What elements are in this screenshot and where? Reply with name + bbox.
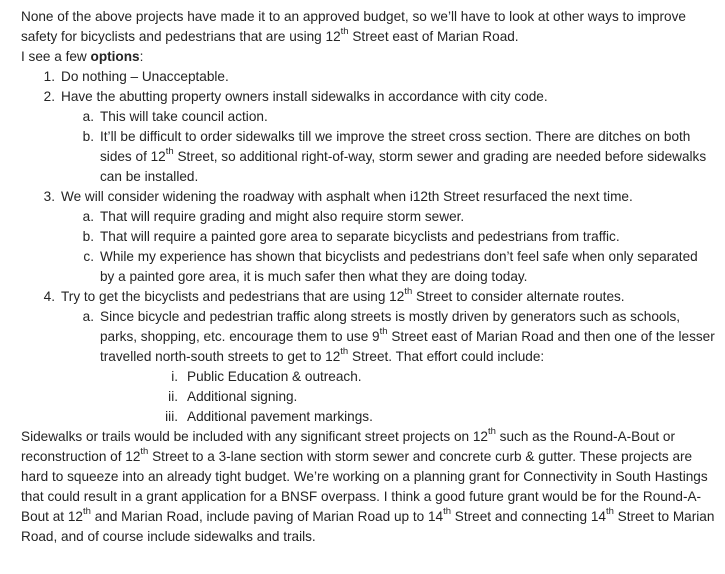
list-marker: b. [82,129,94,144]
option-3c [21,247,715,287]
sub-item-text: Since bicycle and pedestrian traffic along streets is mostly driven by generators such as schools, parks, shopping, etc. encourage them to use 9th Street east of Marian Road and then one of the lesser travelled north-south streets to get to 12th Street. That effort could include: [100,309,715,364]
sub-sub-item-text: Additional signing. [187,389,298,404]
sub-item-text: While my experience has shown that bicyclists and pedestrians don’t feel safe when only separated by a painted gore area, it is much safer then what they are doing today. [100,249,698,284]
list-marker: c. [83,249,94,264]
option-4 [21,287,715,307]
option-1 [21,67,715,87]
option-4a-iii [21,407,715,427]
option-2b [21,127,715,187]
list-marker: b. [82,229,94,244]
list-marker: 2. [43,89,55,104]
option-4a [21,307,715,367]
list-marker: a. [82,109,94,124]
option-2 [21,87,715,107]
option-3 [21,187,715,207]
option-2a [21,107,715,127]
intro-paragraph: None of the above projects have made it to an approved budget, so we’ll have to look at other ways to improve safety for bicyclists and pedestrians that are using 12th Street east of Marian Road. [21,9,686,44]
list-marker: ii. [168,389,178,404]
sub-item-text: That will require a painted gore area to separate bicyclists and pedestrians from traffic. [100,229,620,244]
option-3b [21,227,715,247]
option-text: Try to get the bicyclists and pedestrians that are using 12th Street to consider alternate routes. [61,286,625,304]
sub-item-text: It’ll be difficult to order sidewalks till we improve the street cross section. There are ditches on both sides of 12th Street, so additional right-of-way, storm sewer and grading are needed before sidewalks can be installed. [100,129,707,184]
option-3a [21,207,715,227]
option-text: Have the abutting property owners install sidewalks in accordance with city code. [61,89,548,104]
list-marker: iii. [165,409,178,424]
list-marker: 4. [43,289,55,304]
list-marker: a. [82,309,94,324]
options-list [21,67,715,427]
list-marker: 3. [43,189,55,204]
options-intro: I see a few options: [21,49,144,64]
sub-sub-item-text: Public Education & outreach. [187,369,362,384]
list-marker: i. [171,369,178,384]
option-text: We will consider widening the roadway with asphalt when i12th Street resurfaced the next time. [61,189,633,204]
closing-paragraph: Sidewalks or trails would be included with any significant street projects on 12th such as the Round-A-Bout or reconstruction of 12th Street to a 3-lane section with storm sewer and concrete curb & gutter. These projects are hard to squeeze into an already tight budget. We’re working on a planning grant for Connectivity in South Hastings that could result in a grant application for a BNSF overpass. I think a good future grant would be for the Round-A-Bout at 12th and Marian Road, include paving of Marian Road up to 14th Street and connecting 14th Street to Marian Road, and of course include sidewalks and trails. [21,426,715,544]
list-marker: 1. [43,69,55,84]
options-keyword: options [90,49,140,64]
option-4a-i [21,367,715,387]
option-text: Do nothing – Unacceptable. [61,69,229,84]
option-4a-ii [21,387,715,407]
list-marker: a. [82,209,94,224]
sub-item-text: That will require grading and might also require storm sewer. [100,209,465,224]
sub-sub-item-text: Additional pavement markings. [187,409,373,424]
sub-item-text: This will take council action. [100,109,268,124]
